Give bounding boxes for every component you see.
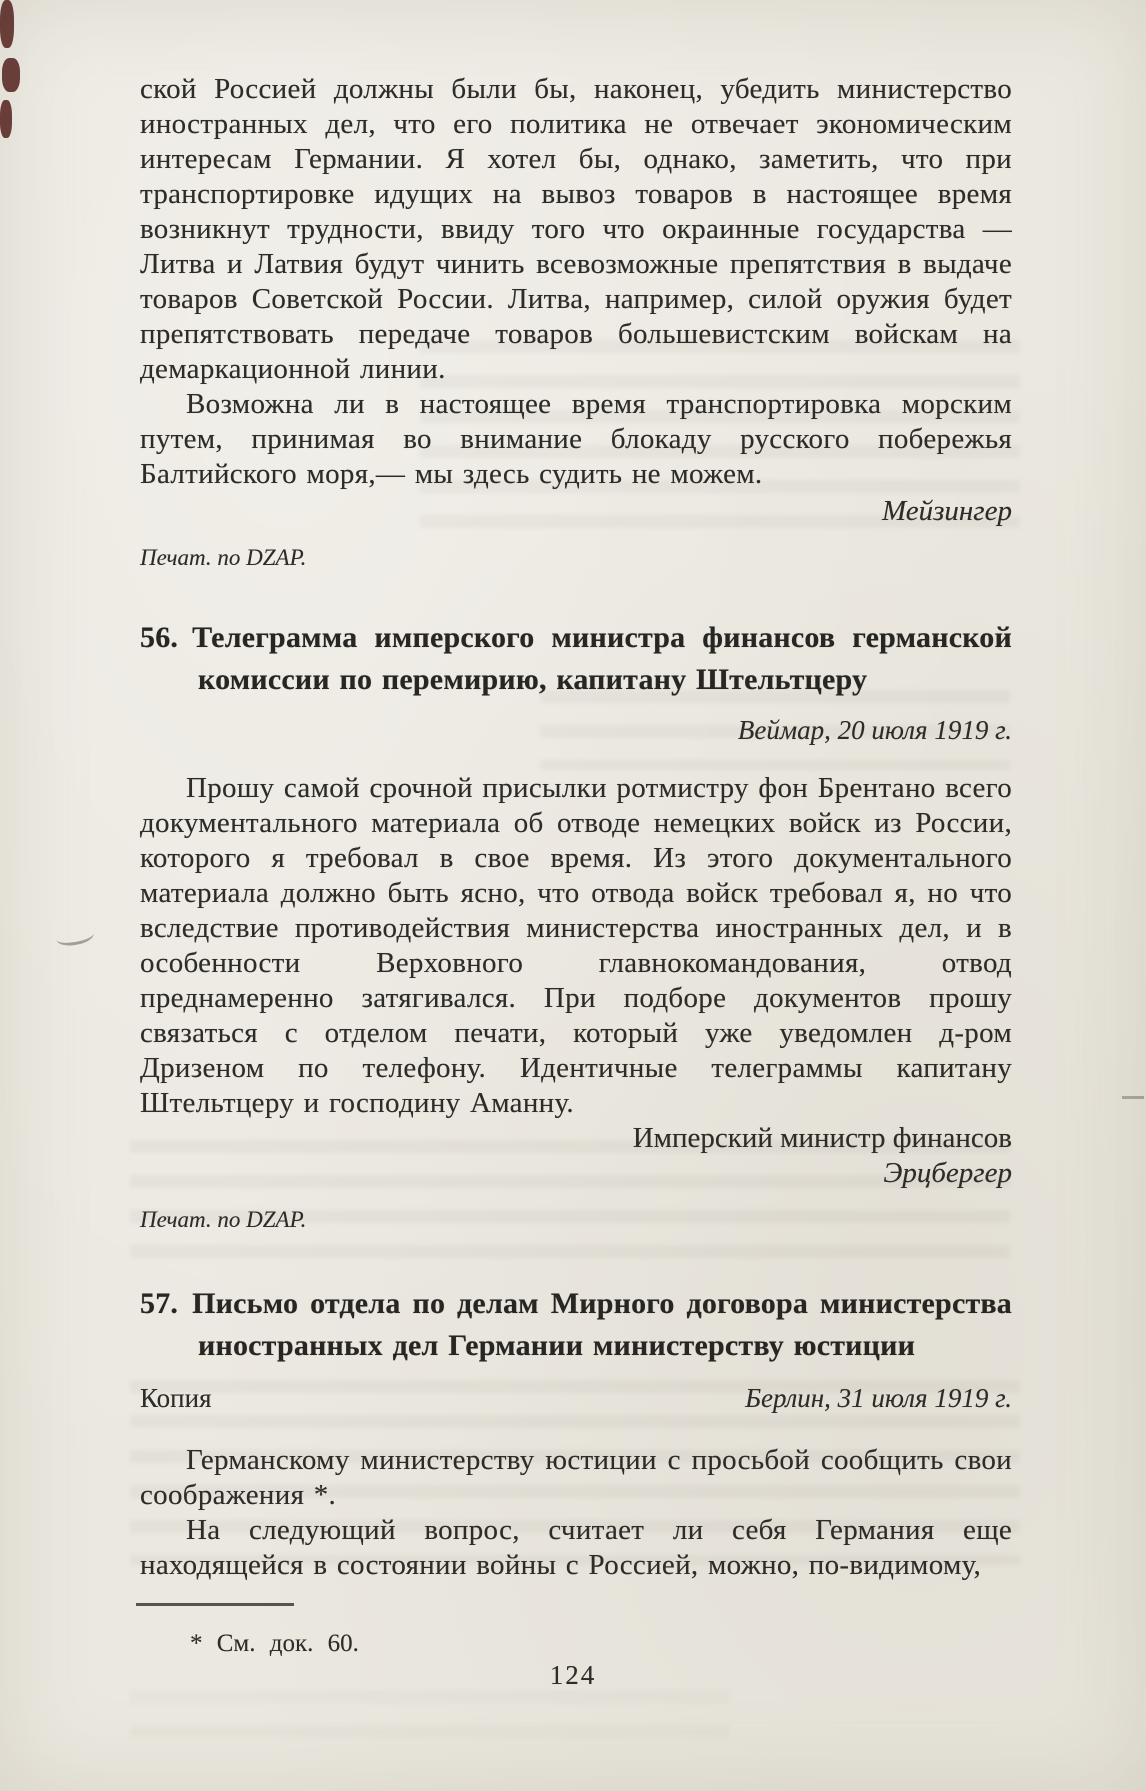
document-title: Телеграмма имперского министра финансов германской комиссии по перемирию, капитану Штельтцеру: [192, 621, 1012, 696]
scan-artifact: [0, 100, 12, 138]
text-block: [140, 72, 1012, 1660]
scan-artifact: [0, 0, 14, 48]
footnote: * См. док. 60.: [190, 1630, 359, 1657]
document-heading: [140, 1283, 1012, 1367]
document-title: Письмо отдела по делам Мирного договора министерства иностранных дел Германии министерству юстиции: [192, 1287, 1012, 1362]
signature: Эрцбергер: [883, 1157, 1012, 1189]
bleed-through-artifact: [130, 1690, 730, 1750]
scan-artifact: [2, 58, 20, 92]
dateline: Берлин, 31 июля 1919 г.: [745, 1383, 1012, 1413]
dateline: Веймар, 20 июля 1919 г.: [737, 715, 1012, 745]
paragraph: Германскому министерству юстиции с просьбой сообщить свои соображения *.: [140, 1444, 1012, 1511]
signature: Мейзингер: [881, 495, 1012, 527]
copy-label: Копия: [140, 1383, 212, 1413]
source-note: Печат. по DZAP.: [140, 1207, 307, 1232]
paragraph-continuation: ской Россией должны были бы, наконец, убедить министерство иностранных дел, что его политика не отвечает экономическим интересам Германии. Я хотел бы, однако, заметить, что при транспортировке идущих на вывоз товаров в настоящее время возникнут трудности, ввиду того что окраинные государства — Литва и Латвия будут чинить всевозможные препятствия в выдаче товаров Советской России. Литва, например, силой оружия будет препятствовать передаче товаров большевистским войскам на демаркационной линии.: [140, 73, 1012, 385]
signature-role: Имперский министр финансов: [632, 1122, 1012, 1154]
source-note: Печат. по DZAP.: [140, 545, 307, 570]
scan-artifact: [55, 925, 95, 948]
scan-artifact: [1122, 1096, 1144, 1099]
document-heading: [140, 617, 1012, 701]
page-number: 124: [549, 1660, 597, 1690]
document-number: 56.: [140, 621, 179, 654]
paragraph: Прошу самой срочной присылки ротмистру фон Брентано всего документального материала об отводе немецких войск из России, которого я требовал в свое время. Из этого документального материала должно быть ясно, что отвода войск требовал я, но что вследствие противодействия министерства иностранных дел, и в особенности Верховного главнокомандования, отвод преднамеренно затягивался. При подборе документов прошу связаться с отделом печати, который уже уведомлен д-ром Дризеном по телефону. Идентичные телеграммы капитану Штельтцеру и господину Аманну.: [140, 772, 1012, 1119]
paragraph: На следующий вопрос, считает ли себя Германия еще находящейся в состоянии войны с Россией, можно, по-видимому,: [140, 1514, 1012, 1581]
document-number: 57.: [140, 1287, 179, 1320]
paragraph: Возможна ли в настоящее время транспортировка морским путем, принимая во внимание блокаду русского побережья Балтийского моря,— мы здесь судить не можем.: [140, 388, 1012, 490]
footnote-rule: [136, 1603, 294, 1606]
document-meta-row: [140, 1381, 1012, 1415]
